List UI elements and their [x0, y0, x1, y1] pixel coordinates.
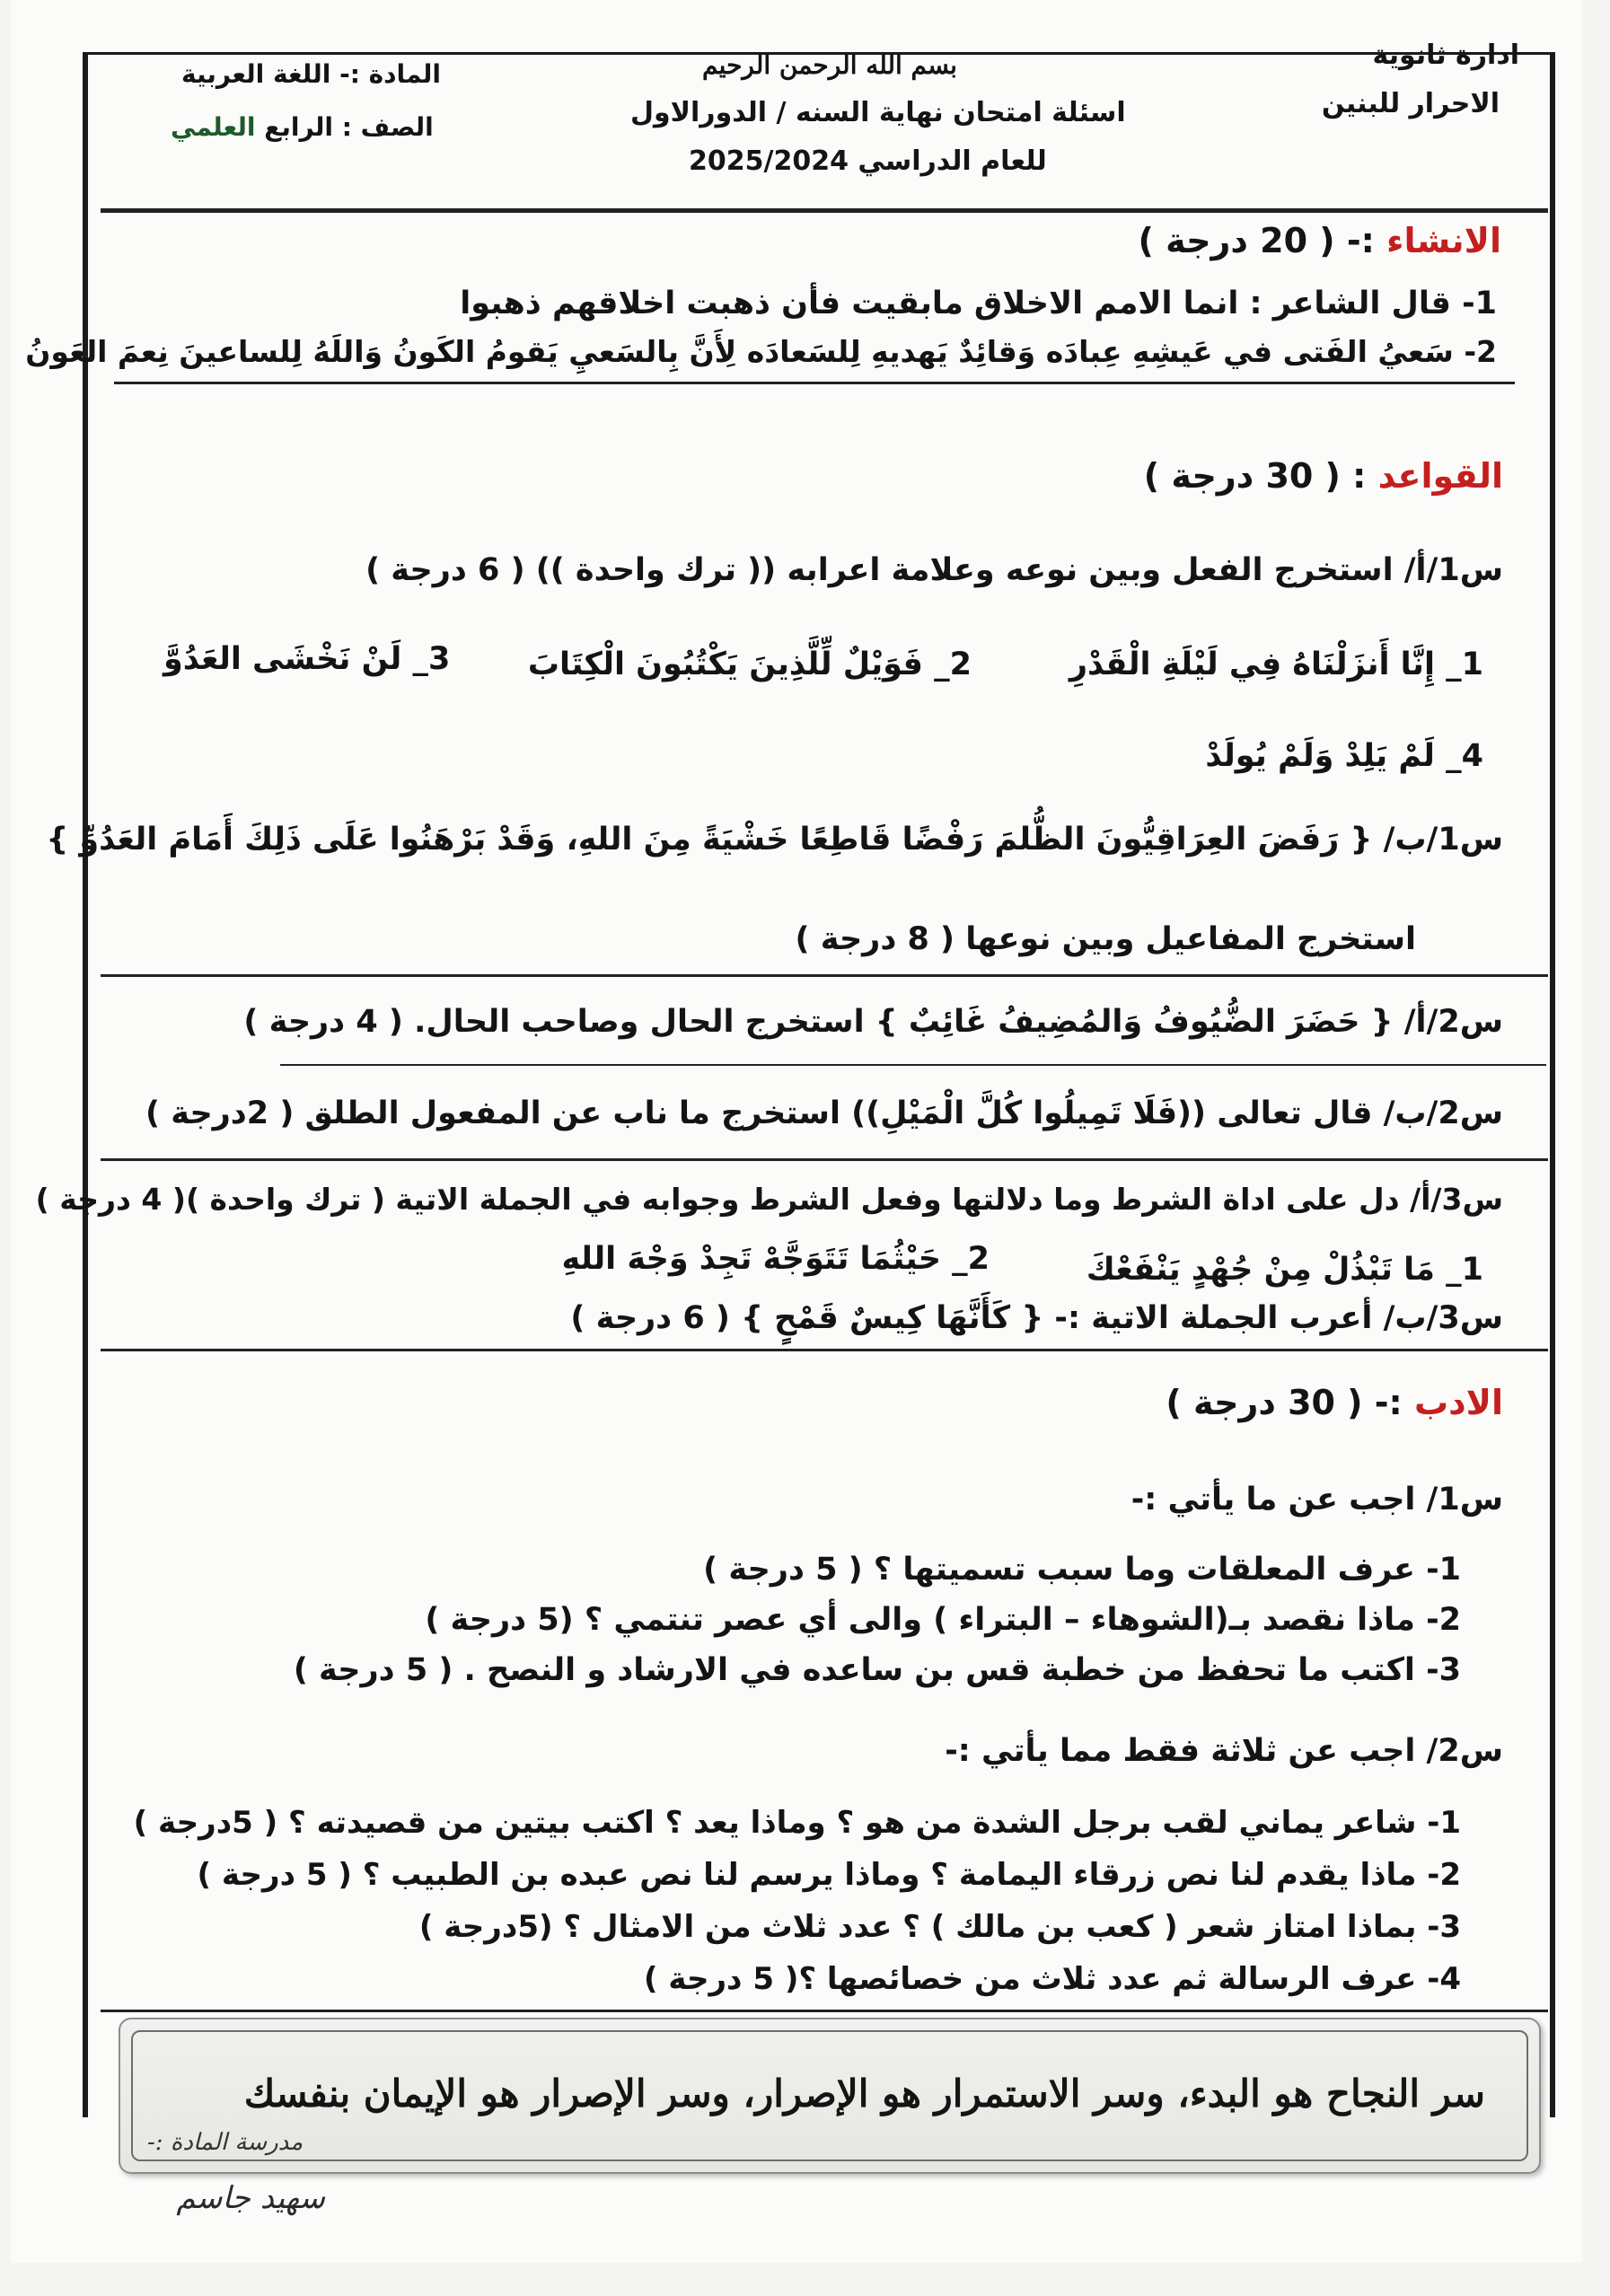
question-2b: س2/ب/ قال تعالى ((فَلَا تَمِيلُوا كُلَّ الْمَيْلِ)) استخرج ما ناب عن المفعول الطلق ( 2درجة )	[145, 1095, 1503, 1131]
question-2a: س2/أ/ { حَضَرَ الضُّيُوفُ وَالمُضِيفُ غَائِبٌ } استخرج الحال وصاحب الحال. ( 4 درجة )	[243, 1004, 1503, 1040]
adab-question-2: س2/ اجب عن ثلاثة فقط مما يأتي :-	[945, 1733, 1503, 1769]
school-name-line2: الاحرار للبنين	[1321, 88, 1500, 119]
qawaid-heading	[1144, 456, 1503, 496]
insha-marks: :- ( 20 درجة )	[1138, 221, 1375, 260]
divider	[101, 208, 1548, 213]
qawaid-title: القواعد	[1377, 456, 1503, 496]
adab-q1-item-2: 2- ماذا نقصد بـ(الشوهاء – البتراء ) والى أي عصر تنتمي ؟ (5 درجة )	[425, 1602, 1461, 1638]
adab-heading	[1166, 1383, 1503, 1422]
question-1a: س1/أ/ استخرج الفعل وبين نوعه وعلامة اعرابه (( ترك واحدة )) ( 6 درجة )	[365, 552, 1503, 588]
q3a-item-1: 1_ مَا تَبْذُلْ مِنْ جُهْدٍ يَنْفَعْكَ	[1086, 1252, 1483, 1288]
q1b-task: استخرج المفاعيل وبين نوعها ( 8 درجة )	[795, 921, 1416, 957]
divider	[280, 1064, 1546, 1066]
adab-q1-item-3: 3- اكتب ما تحفظ من خطبة قس بن ساعده في الارشاد و النصح . ( 5 درجة )	[293, 1652, 1461, 1688]
q1a-item-2: 2_ فَوَيْلٌ لِّلَّذِينَ يَكْتُبُونَ الْكِتَابَ	[527, 647, 972, 682]
adab-q1-item-1: 1- عرف المعلقات وما سبب تسميتها ؟ ( 5 درجة )	[703, 1552, 1461, 1588]
question-3a: س3/أ/ دل على اداة الشرط وما دلالتها وفعل الشرط وجوابه في الجملة الاتية ( ترك واحدة )( 4 درجة )	[35, 1182, 1503, 1217]
adab-question-1: س1/ اجب عن ما يأتي :-	[1131, 1482, 1503, 1517]
q1a-item-3: 3_ لَنْ نَخْشَى العَدُوَّ	[163, 641, 451, 677]
motto-text: سر النجاح هو البدء، وسر الاستمرار هو الإصرار، وسر الإصرار هو الإيمان بنفسك	[243, 2072, 1485, 2116]
academic-year: للعام الدراسي 2025/2024	[689, 145, 1047, 177]
teacher-signature: سهيد جاسم	[176, 2180, 325, 2216]
class-branch: العلمي	[171, 112, 256, 142]
exam-title: اسئلة امتحان نهاية السنه / الدورالاول	[630, 97, 1126, 128]
school-name-line1: ادارة ثانوية	[1372, 40, 1519, 71]
qawaid-marks: : ( 30 درجة )	[1143, 456, 1367, 496]
adab-marks: :- ( 30 درجة )	[1166, 1383, 1403, 1422]
insha-title: الانشاء	[1386, 221, 1501, 260]
insha-heading	[1138, 221, 1501, 260]
basmala: بسم الله الرحمن الرحيم	[702, 50, 957, 80]
divider	[101, 1158, 1548, 1161]
insha-topic-1: 1- قال الشاعر : انما الامم الاخلاق مابقيت فأن ذهبت اخلاقهم ذهبوا	[460, 286, 1497, 321]
teacher-label: مدرسة المادة :-	[147, 2129, 304, 2156]
q1a-item-4: 4_ لَمْ يَلِدْ وَلَمْ يُولَدْ	[1205, 738, 1483, 774]
adab-q2-item-4: 4- عرف الرسالة ثم عدد ثلاث من خصائصها ؟( 5 درجة )	[643, 1961, 1461, 1997]
insha-topic-2: 2- سَعيُ الفَتى في عَيشِهِ عِبادَه وَقائِدٌ يَهديهِ لِلسَعادَه لِأَنَّ بِالسَعيِ يَقومُ الكَونُ وَاللَهُ لِلساعينَ نِعمَ العَونُ	[25, 334, 1497, 369]
class-label: الصف : الرابع العلمي	[171, 112, 434, 142]
question-3b: س3/ب/ أعرب الجملة الاتية :- { كَأَنَّهَا كِيسٌ قَمْحٍ } ( 6 درجة )	[570, 1300, 1503, 1336]
q3a-item-2: 2_ حَيْثُمَا تَتَوَجَّهْ تَجِدْ وَجْهَ اللهِ	[561, 1241, 990, 1277]
question-1b: س1/ب/ { رَفَضَ العِرَاقِيُّونَ الظُّلمَ رَفْضًا قَاطِعًا خَشْيَةً مِنَ اللهِ، وَقَدْ بَرْهَنُوا عَلَى ذَلِكَ أَمَامَ العَدُوِّ }	[46, 822, 1503, 858]
adab-q2-item-3: 3- بماذا امتاز شعر ( كعب بن مالك ) ؟ عدد ثلاث من الامثال ؟ (5درجة )	[418, 1909, 1461, 1945]
divider	[101, 974, 1548, 977]
subject-label: المادة :- اللغة العربية	[181, 59, 441, 89]
adab-q2-item-2: 2- ماذا يقدم لنا نص زرقاء اليمامة ؟ وماذا يرسم لنا نص عبده بن الطبيب ؟ ( 5 درجة )	[197, 1857, 1461, 1893]
adab-title: الادب	[1413, 1383, 1503, 1422]
divider	[101, 1349, 1548, 1351]
exam-sheet	[11, 0, 1582, 2263]
motto-banner	[119, 2018, 1541, 2174]
adab-q2-item-1: 1- شاعر يماني لقب برجل الشدة من هو ؟ وماذا يعد ؟ اكتب بيتين من قصيدته ؟ ( 5درجة )	[133, 1805, 1461, 1841]
divider	[114, 382, 1515, 384]
q1a-item-1: 1_ إِنَّا أَنزَلْنَاهُ فِي لَيْلَةِ الْقَدْرِ	[1069, 647, 1483, 682]
divider	[101, 2010, 1548, 2012]
